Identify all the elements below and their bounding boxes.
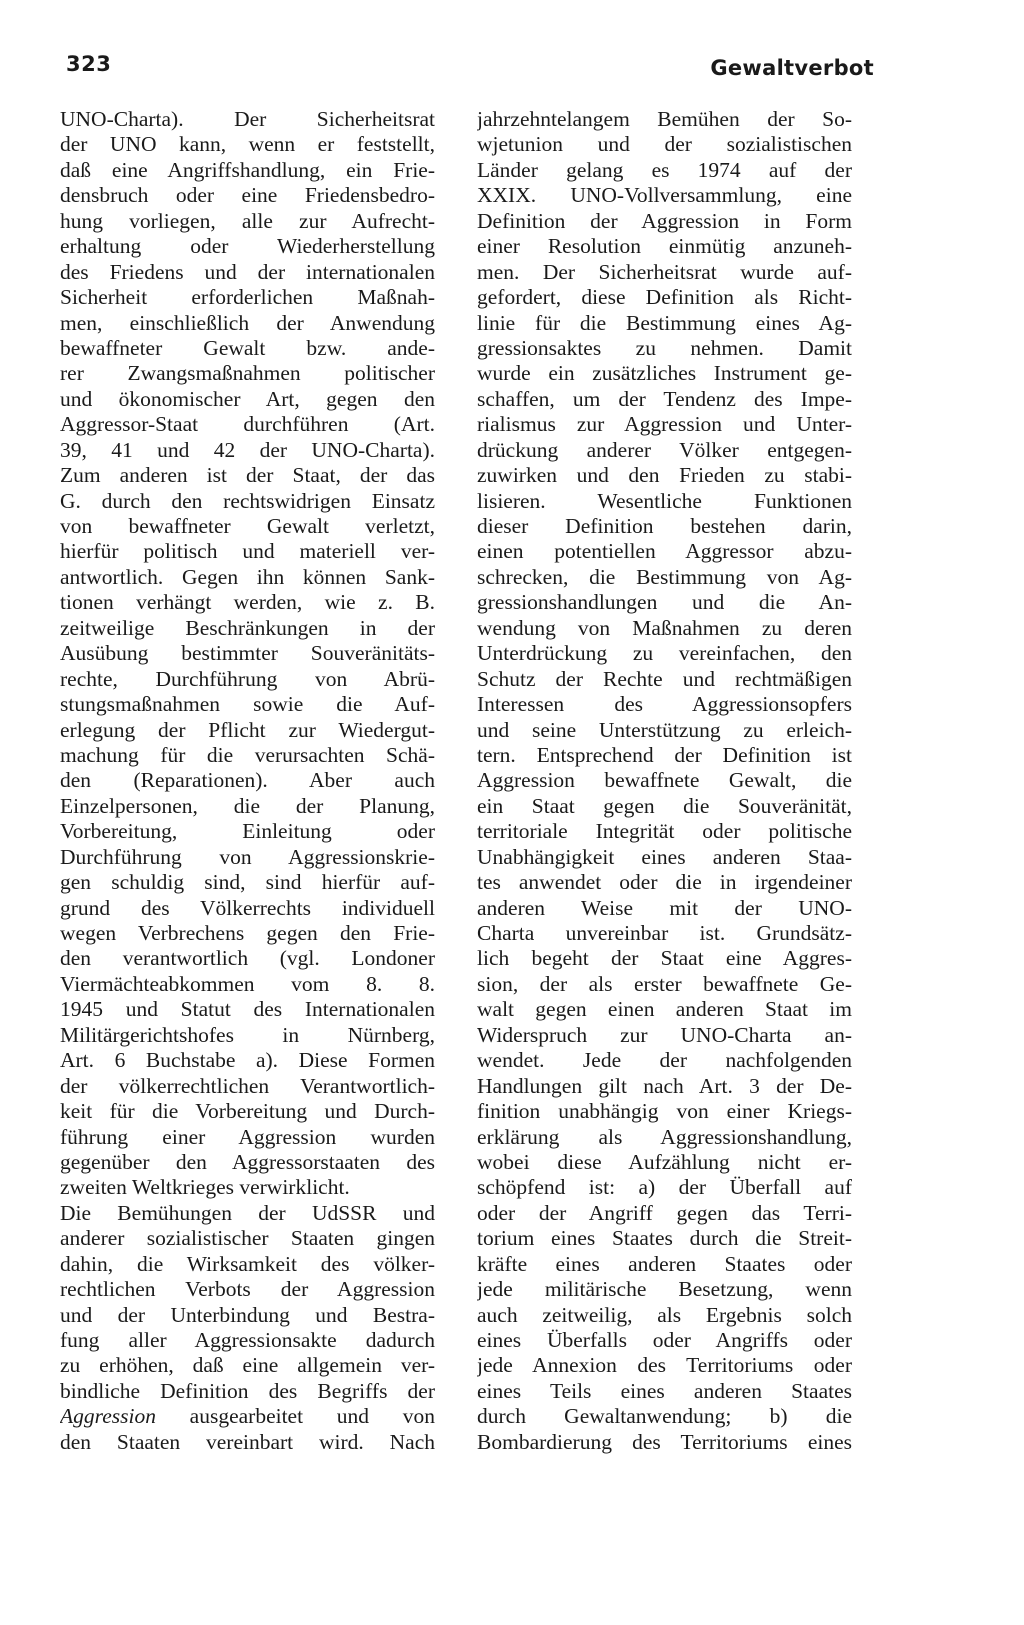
text-line: gefordert, diese Definition als Richt- xyxy=(477,285,852,310)
text-line: erklärung als Aggressionshandlung, xyxy=(477,1124,852,1149)
text-line: den Staaten vereinbart wird. Nach xyxy=(60,1429,435,1454)
text-line: finition unabhängig von einer Kriegs- xyxy=(477,1099,852,1124)
text-line: Zum anderen ist der Staat, der das xyxy=(60,463,435,488)
text-line: linie für die Bestimmung eines Ag- xyxy=(477,310,852,335)
text-line: der völkerrechtlichen Verantwortlich- xyxy=(60,1073,435,1098)
text-line: wurde ein zusätzliches Instrument ge- xyxy=(477,361,852,386)
text-line: gressionsaktes zu nehmen. Damit xyxy=(477,335,852,360)
text-line: oder der Angriff gegen das Terri- xyxy=(477,1200,852,1225)
text-line: tionen verhängt werden, wie z. B. xyxy=(60,590,435,615)
text-line: dieser Definition bestehen darin, xyxy=(477,514,852,538)
text-line: Interessen des Aggressionsopfers xyxy=(477,692,852,717)
text-line: Widerspruch zur UNO-Charta an- xyxy=(477,1022,852,1047)
text-line: gressionshandlungen und die An- xyxy=(477,590,852,615)
text-line: jede Annexion des Territoriums oder xyxy=(477,1353,852,1378)
text-line: zuwirken und den Frieden zu stabi- xyxy=(477,463,852,488)
text-line: gegenüber den Aggressorstaaten des xyxy=(60,1149,435,1174)
text-line: bewaffneter Gewalt bzw. ande- xyxy=(60,335,435,360)
text-line: rechtlichen Verbots der Aggression xyxy=(60,1277,435,1302)
text-line: zu erhöhen, daß eine allgemein ver- xyxy=(60,1353,435,1378)
text-line: machung für die verursachten Schä- xyxy=(60,742,435,767)
text-line: tes anwendet oder die in irgendeiner xyxy=(477,870,852,895)
text-line: anderer sozialistischer Staaten gingen xyxy=(60,1226,435,1251)
text-line: anderen Weise mit der UNO- xyxy=(477,895,852,920)
text-line: wjetunion und der sozialistischen xyxy=(477,132,852,157)
text-line: fung aller Aggressionsakte dadurch xyxy=(60,1328,435,1352)
text-line: walt gegen einen anderen Staat im xyxy=(477,997,852,1022)
text-line: 1945 und Statut des Internationalen xyxy=(60,997,435,1022)
text-line: rechte, Durchführung von Abrü- xyxy=(60,666,435,691)
text-line: daß eine Angriffshandlung, ein Frie- xyxy=(60,157,435,182)
text-line: rialismus zur Aggression und Unter- xyxy=(477,412,852,437)
text-line: sion, der als erster bewaffnete Ge- xyxy=(477,971,852,996)
text-line: UNO-Charta). Der Sicherheitsrat xyxy=(60,107,435,131)
text-line: bindliche Definition des Begriffs der xyxy=(60,1378,435,1403)
text-line: Unterdrückung zu vereinfachen, den xyxy=(477,641,852,666)
text-line: auch zeitweilig, als Ergebnis solch xyxy=(477,1302,852,1327)
text-line: Charta unvereinbar ist. Grundsätz- xyxy=(477,921,852,945)
text-line: wobei diese Aufzählung nicht er- xyxy=(477,1149,852,1174)
text-line: ein Staat gegen die Souveränität, xyxy=(477,793,852,818)
text-line: XXIX. UNO-Vollversammlung, eine xyxy=(477,183,852,208)
text-line: dahin, die Wirksamkeit des völker- xyxy=(60,1251,435,1276)
text-line: einer Resolution einmütig anzuneh- xyxy=(477,234,852,259)
text-line: zeitweilige Beschränkungen in der xyxy=(60,615,435,640)
text-line: Art. 6 Buchstabe a). Diese Formen xyxy=(60,1048,435,1073)
text-line: Schutz der Rechte und rechtmäßigen xyxy=(477,666,852,691)
text-line: men. Der Sicherheitsrat wurde auf- xyxy=(477,259,852,284)
left-column xyxy=(60,107,435,1455)
text-line: schaffen, um der Tendenz des Impe- xyxy=(477,386,852,411)
text-line: tern. Entsprechend der Definition ist xyxy=(477,742,852,767)
text-line: kräfte eines anderen Staates oder xyxy=(477,1251,852,1276)
text-line: G. durch den rechtswidrigen Einsatz xyxy=(60,488,435,513)
text-line: eines Teils eines anderen Staates xyxy=(477,1378,852,1403)
text-line: hierfür politisch und materiell ver- xyxy=(60,539,435,564)
text-line: grund des Völkerrechts individuell xyxy=(60,895,435,920)
text-line: lich begeht der Staat eine Aggres- xyxy=(477,946,852,971)
text-line: und seine Unterstützung zu erleich- xyxy=(477,717,852,742)
text-line: von bewaffneter Gewalt verletzt, xyxy=(60,514,435,538)
text-line: keit für die Vorbereitung und Durch- xyxy=(60,1099,435,1124)
text-line: torium eines Staates durch die Streit- xyxy=(477,1226,852,1251)
text-line: Vorbereitung, Einleitung oder xyxy=(60,819,435,844)
text-line: Militärgerichtshofes in Nürnberg, xyxy=(60,1022,435,1047)
text-line: drückung anderer Völker entgegen- xyxy=(477,437,852,462)
text-line: Durchführung von Aggressionskrie- xyxy=(60,844,435,869)
text-line: lisieren. Wesentliche Funktionen xyxy=(477,488,852,513)
text-line: Viermächteabkommen vom 8. 8. xyxy=(60,971,435,996)
text-line: wegen Verbrechens gegen den Frie- xyxy=(60,921,435,945)
text-line: Definition der Aggression in Form xyxy=(477,208,852,233)
text-line: jahrzehntelangem Bemühen der So- xyxy=(477,107,852,131)
text-line: der UNO kann, wenn er feststellt, xyxy=(60,132,435,157)
text-line: Handlungen gilt nach Art. 3 der De- xyxy=(477,1073,852,1098)
italic-term: Aggression xyxy=(60,1404,156,1429)
text-line: hung vorliegen, alle zur Aufrecht- xyxy=(60,208,435,233)
text-line: und ökonomischer Art, gegen den xyxy=(60,386,435,411)
right-column xyxy=(477,107,852,1455)
text-line: Sicherheit erforderlichen Maßnah- xyxy=(60,285,435,310)
text-line: den verantwortlich (vgl. Londoner xyxy=(60,946,435,971)
running-head: Gewaltverbot xyxy=(710,56,874,80)
text-line: Länder gelang es 1974 auf der xyxy=(477,157,852,182)
text-line: 39, 41 und 42 der UNO-Charta). xyxy=(60,437,435,462)
text-line: und der Unterbindung und Bestra- xyxy=(60,1302,435,1327)
text-line: jede militärische Besetzung, wenn xyxy=(477,1277,852,1302)
text-line: gen schuldig sind, sind hierfür auf- xyxy=(60,870,435,895)
text-line: den (Reparationen). Aber auch xyxy=(60,768,435,793)
page-number: 323 xyxy=(66,52,112,76)
text-line: eines Überfalls oder Angriffs oder xyxy=(477,1328,852,1352)
text-line: wendung von Maßnahmen zu deren xyxy=(477,615,852,640)
text-line: rer Zwangsmaßnahmen politischer xyxy=(60,361,435,386)
text-line: Bombardierung des Territoriums eines xyxy=(477,1429,852,1454)
text-line: erhaltung oder Wiederherstellung xyxy=(60,234,435,259)
text-line: stungsmaßnahmen sowie die Auf- xyxy=(60,692,435,717)
text-line: Einzelpersonen, die der Planung, xyxy=(60,793,435,818)
text-fragment: ausgearbeitet und von xyxy=(155,1404,435,1429)
text-line: Ausübung bestimmter Souveränitäts- xyxy=(60,641,435,666)
text-line: Die Bemühungen der UdSSR und xyxy=(60,1200,435,1225)
text-line: Aggression bewaffnete Gewalt, die xyxy=(477,768,852,793)
text-line: führung einer Aggression wurden xyxy=(60,1124,435,1149)
text-line: schrecken, die Bestimmung von Ag- xyxy=(477,564,852,589)
text-line: erlegung der Pflicht zur Wiedergut- xyxy=(60,717,435,742)
text-line: durch Gewaltanwendung; b) die xyxy=(477,1404,852,1429)
text-line: des Friedens und der internationalen xyxy=(60,259,435,284)
text-line: schöpfend ist: a) der Überfall auf xyxy=(477,1175,852,1200)
text-line: antwortlich. Gegen ihn können Sank- xyxy=(60,564,435,589)
text-line: densbruch oder eine Friedensbedro- xyxy=(60,183,435,208)
text-line: einen potentiellen Aggressor abzu- xyxy=(477,539,852,564)
text-line: Aggressor-Staat durchführen (Art. xyxy=(60,412,435,437)
text-line: Unabhängigkeit eines anderen Staa- xyxy=(477,844,852,869)
text-line: men, einschließlich der Anwendung xyxy=(60,310,435,335)
text-line: zweiten Weltkrieges verwirklicht. xyxy=(60,1175,350,1200)
text-line: territoriale Integrität oder politische xyxy=(477,819,852,844)
text-line: wendet. Jede der nachfolgenden xyxy=(477,1048,852,1073)
text-line xyxy=(60,1404,435,1429)
